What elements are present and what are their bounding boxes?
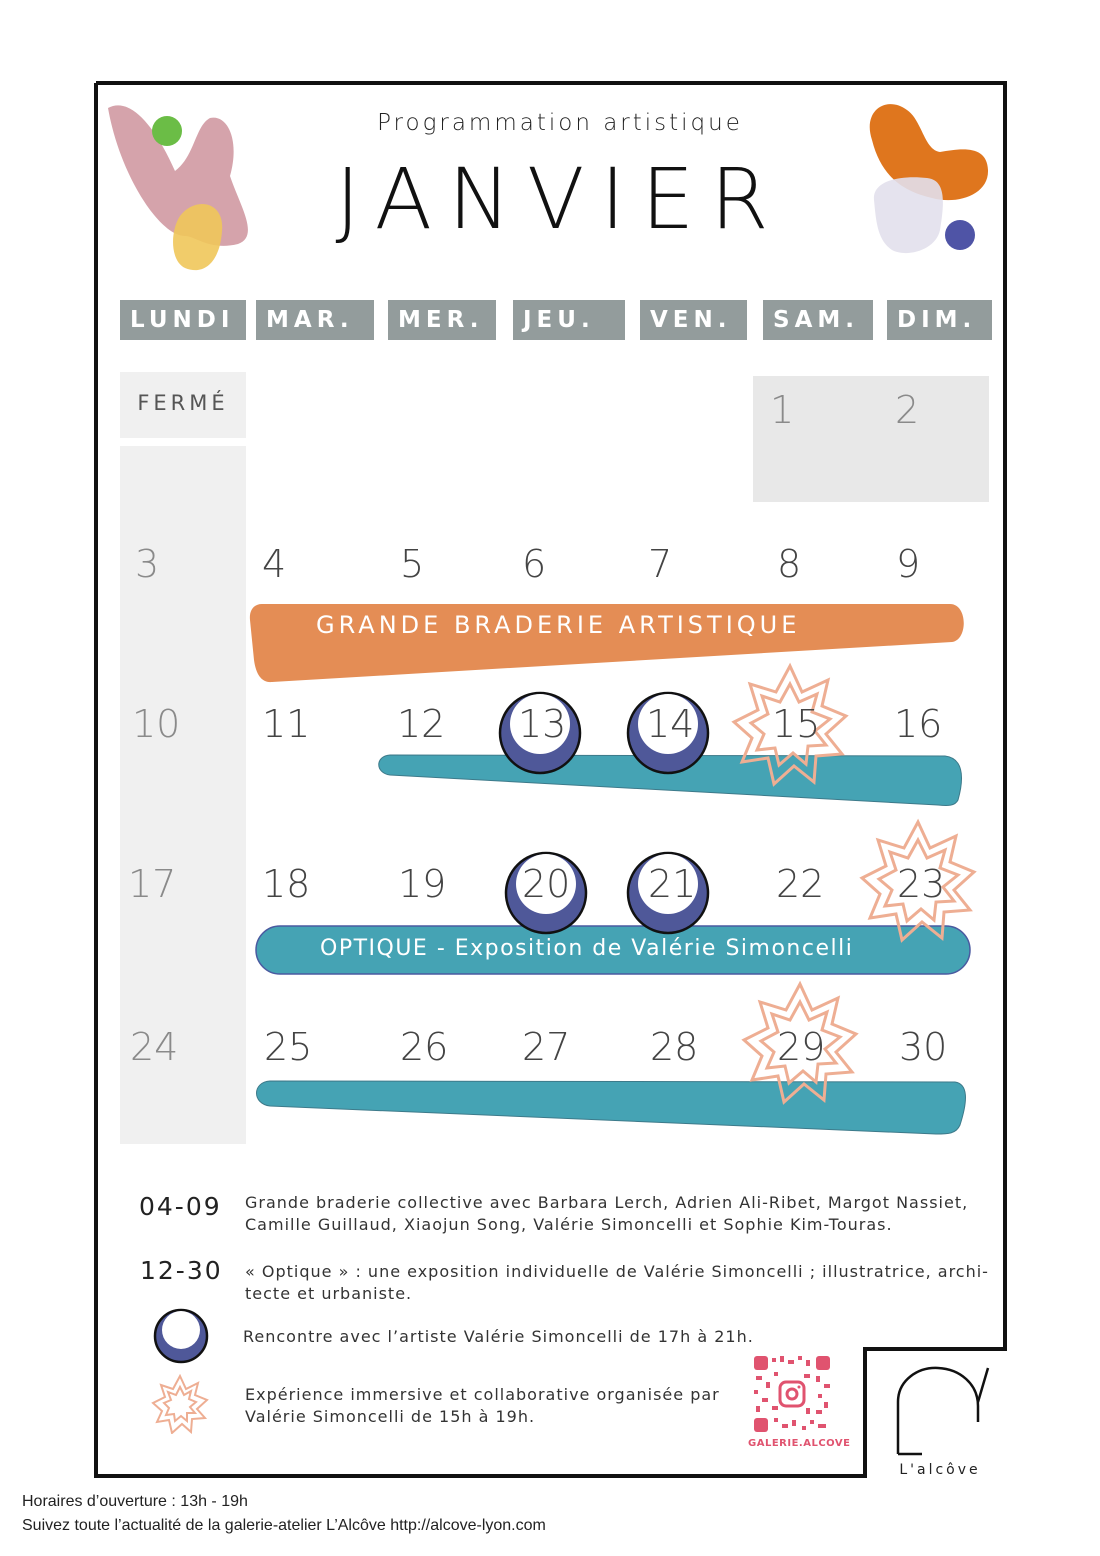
legend-optique-text-2: tecte et urbaniste.: [245, 1284, 413, 1303]
legend-braderie-dates: 04-09: [139, 1192, 222, 1221]
legend-braderie-text-1: Grande braderie collective avec Barbara Lerch, Adrien Ali-Ribet, Margot Nassiet,: [245, 1193, 969, 1212]
logo-label: L'alcôve: [899, 1462, 981, 1478]
day-9: 9: [896, 542, 921, 586]
day-4: 4: [262, 542, 287, 586]
month-title: JANVIER: [335, 150, 785, 248]
day-3: 3: [135, 542, 160, 586]
weekday-friday: VEN.: [640, 300, 747, 340]
legend-meeting-icon: [150, 1305, 212, 1365]
day-28: 28: [650, 1025, 699, 1069]
day-5: 5: [400, 542, 425, 586]
day-27: 27: [522, 1025, 571, 1069]
weekday-thursday: JEU.: [513, 300, 625, 340]
day-6: 6: [522, 542, 547, 586]
day-24: 24: [130, 1025, 179, 1069]
day-14: 14: [646, 702, 695, 746]
day-19: 19: [398, 862, 447, 906]
day-22: 22: [776, 862, 825, 906]
day-20: 20: [522, 862, 571, 906]
legend-immersive-text-1: Expérience immersive et collaborative organisée par: [245, 1385, 720, 1404]
day-15: 15: [772, 702, 821, 746]
braderie-banner-text: GRANDE BRADERIE ARTISTIQUE: [316, 611, 801, 639]
legend-optique-dates: 12-30: [140, 1256, 223, 1285]
weekday-monday: LUNDI: [120, 300, 246, 340]
legend-optique-text-1: « Optique » : une exposition individuelle de Valérie Simoncelli ; illustratrice, archi-: [245, 1262, 989, 1281]
day-16: 16: [894, 702, 943, 746]
day-13: 13: [518, 702, 567, 746]
footer-hours: Horaires d’ouverture : 13h - 19h: [22, 1493, 248, 1510]
day-23: 23: [897, 862, 946, 906]
qr-label: GALERIE.ALCOVE: [748, 1438, 851, 1449]
legend-braderie-text-2: Camille Guillaud, Xiaojun Song, Valérie Simoncelli et Sophie Kim-Touras.: [245, 1215, 893, 1234]
day-26: 26: [400, 1025, 449, 1069]
day-25: 25: [264, 1025, 313, 1069]
day-8: 8: [777, 542, 802, 586]
weekday-sunday: DIM.: [887, 300, 992, 340]
day-11: 11: [262, 702, 311, 746]
day-18: 18: [262, 862, 311, 906]
day-30: 30: [899, 1025, 948, 1069]
day-1: 1: [770, 388, 795, 432]
weekday-saturday: SAM.: [763, 300, 873, 340]
legend-immersive-text-2: Valérie Simoncelli de 15h à 19h.: [245, 1407, 536, 1426]
weekday-wednesday: MER.: [388, 300, 496, 340]
day-12: 12: [397, 702, 446, 746]
subtitle: Programmation artistique: [377, 110, 743, 136]
instagram-qr-code[interactable]: [752, 1354, 832, 1434]
alcove-logo-icon: [890, 1362, 994, 1458]
day-21: 21: [648, 862, 697, 906]
day-2: 2: [895, 388, 920, 432]
day-7: 7: [648, 542, 673, 586]
optique-banner-text: OPTIQUE - Exposition de Valérie Simoncelli: [320, 936, 854, 961]
footer-news[interactable]: Suivez toute l’actualité de la galerie-atelier L’Alcôve http://alcove-lyon.com: [22, 1517, 546, 1534]
day-17: 17: [128, 862, 177, 906]
day-10: 10: [132, 702, 181, 746]
day-29: 29: [777, 1025, 826, 1069]
weekday-tuesday: MAR.: [256, 300, 374, 340]
closed-label: FERMÉ: [120, 372, 246, 438]
legend-meeting-text: Rencontre avec l’artiste Valérie Simoncelli de 17h à 21h.: [243, 1327, 754, 1346]
legend-immersive-icon: [150, 1374, 210, 1434]
